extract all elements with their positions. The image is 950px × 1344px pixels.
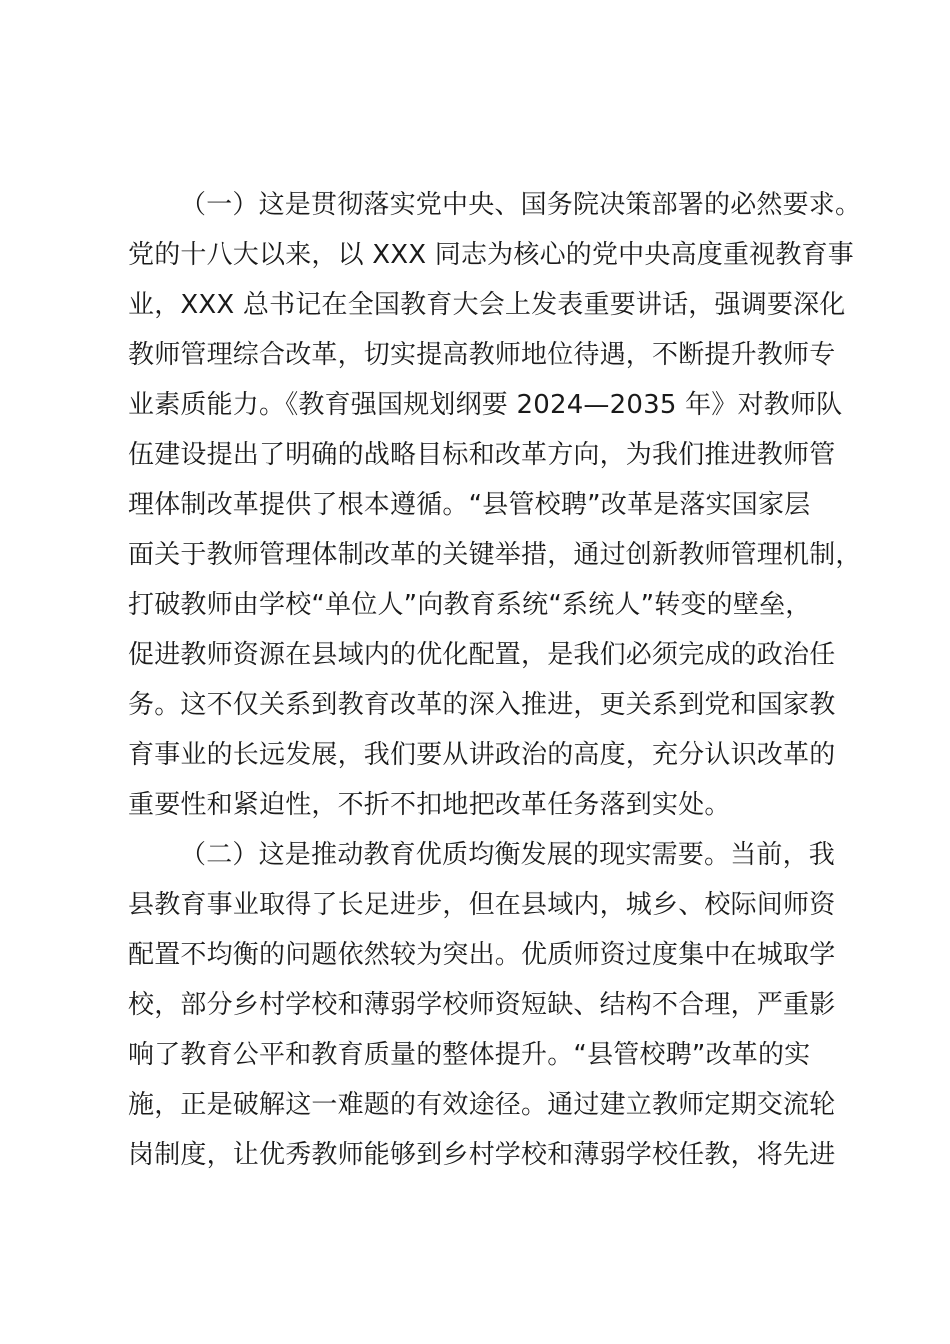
paragraph-line: 岗制度，让优秀教师能够到乡村学校和薄弱学校任教，将先进 [128, 1140, 836, 1170]
paragraph-line: 务。这不仅关系到教育改革的深入推进，更关系到党和国家教 [128, 690, 836, 720]
paragraph-1 [128, 180, 868, 830]
document-body [128, 180, 868, 1180]
paragraph-line: 育事业的长远发展，我们要从讲政治的高度，充分认识改革的 [128, 740, 836, 770]
paragraph-line: 党的十八大以来，以 XXX 同志为核心的党中央高度重视教育事 [128, 240, 854, 270]
paragraph-line: 县教育事业取得了长足进步，但在县域内，城乡、校际间师资 [128, 890, 836, 920]
paragraph-line: 理体制改革提供了根本遵循。“县管校聘”改革是落实国家层 [128, 490, 811, 520]
paragraph-line: 业素质能力。《教育强国规划纲要 2024—2035 年》对教师队 [128, 390, 843, 420]
paragraph-line: 重要性和紧迫性，不折不扣地把改革任务落到实处。 [128, 790, 731, 820]
paragraph-line: 伍建设提出了明确的战略目标和改革方向，为我们推进教师管 [128, 440, 836, 470]
paragraph-line: 面关于教师管理体制改革的关键举措，通过创新教师管理机制， [128, 540, 862, 570]
paragraph-line: 打破教师由学校“单位人”向教育系统“系统人”转变的壁垒， [128, 590, 812, 620]
paragraph-line: 教师管理综合改革，切实提高教师地位待遇，不断提升教师专 [128, 340, 836, 370]
paragraph-line: 配置不均衡的问题依然较为突出。优质师资过度集中在城取学 [128, 940, 836, 970]
paragraph-line: 施，正是破解这一难题的有效途径。通过建立教师定期交流轮 [128, 1090, 836, 1120]
paragraph-line: （二）这是推动教育优质均衡发展的现实需要。当前，我 [180, 840, 836, 870]
paragraph-2 [128, 830, 868, 1180]
paragraph-line: 校，部分乡村学校和薄弱学校师资短缺、结构不合理，严重影 [128, 990, 836, 1020]
paragraph-line: （一）这是贯彻落实党中央、国务院决策部署的必然要求。 [180, 190, 862, 220]
paragraph-line: 业，XXX 总书记在全国教育大会上发表重要讲话，强调要深化 [128, 290, 846, 320]
paragraph-line: 响了教育公平和教育质量的整体提升。“县管校聘”改革的实 [128, 1040, 811, 1070]
paragraph-line: 促进教师资源在县域内的优化配置，是我们必须完成的政治任 [128, 640, 836, 670]
